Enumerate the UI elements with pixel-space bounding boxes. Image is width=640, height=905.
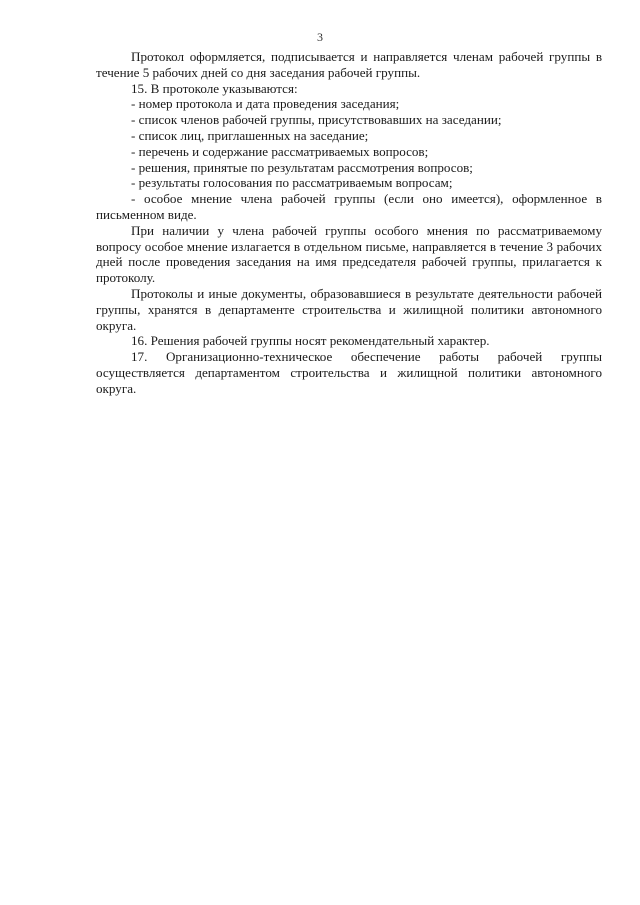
document-body: [96, 49, 602, 397]
paragraph-documents-storage: Протоколы и иные документы, образовавшиеся в результате деятельности рабочей группы, хранятся в департаменте строительства и жилищной политики автономного округа.: [96, 285, 602, 333]
list-item: - номер протокола и дата проведения заседания;: [131, 96, 400, 112]
list-item: - список членов рабочей группы, присутствовавших на заседании;: [131, 112, 502, 128]
paragraph-item-17: 17. Организационно-техническое обеспечение работы рабочей группы осуществляется департаментом строительства и жилищной политики автономного округа.: [96, 349, 602, 396]
list-item: - решения, принятые по результатам рассмотрения вопросов;: [131, 159, 473, 175]
list-item: - перечень и содержание рассматриваемых вопросов;: [131, 143, 429, 159]
paragraph-item-16: 16. Решения рабочей группы носят рекомендательный характер.: [131, 333, 490, 349]
list-item: - особое мнение члена рабочей группы (если оно имеется), оформленное в письменном виде.: [96, 191, 602, 222]
paragraph-protocol-issuance: Протокол оформляется, подписывается и направляется членам рабочей группы в течение 5 рабочих дней со дня заседания рабочей группы.: [96, 49, 602, 80]
paragraph-item-15: 15. В протоколе указываются:: [131, 80, 298, 96]
page-number: 3: [317, 30, 323, 44]
list-item: - результаты голосования по рассматриваемым вопросам;: [131, 175, 453, 191]
paragraph-special-opinion: При наличии у члена рабочей группы особого мнения по рассматриваемому вопросу особое мнение излагается в отдельном письме, направляется в течение 3 рабочих дней после проведения заседания на имя председателя рабочей группы, прилагается к протоколу.: [96, 222, 602, 286]
list-item: - список лиц, приглашенных на заседание;: [131, 127, 369, 143]
